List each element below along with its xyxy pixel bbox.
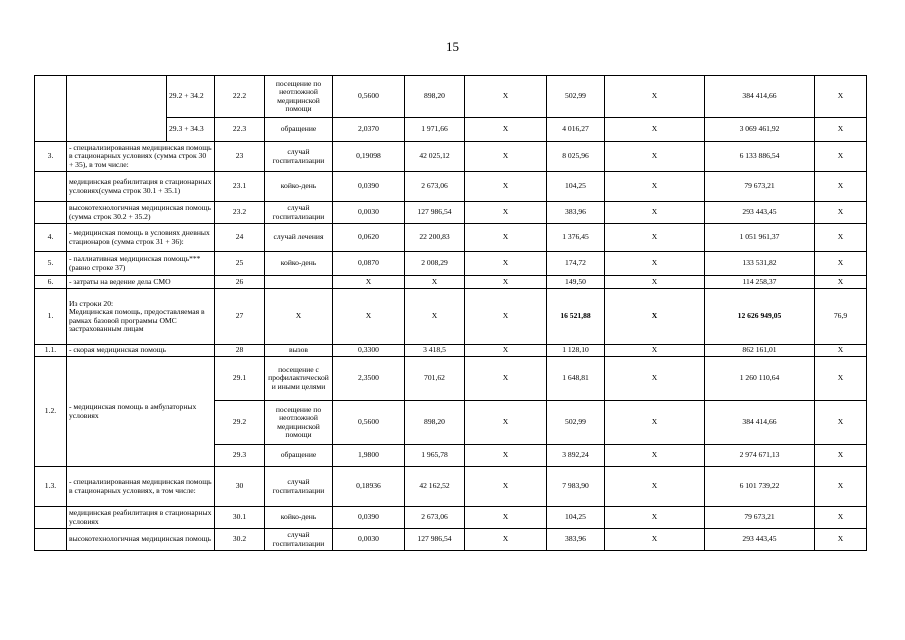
line-number: 28 [215, 345, 265, 357]
x-mark: X [605, 529, 705, 551]
x-mark: X [815, 445, 867, 467]
unit: случай госпитализации [265, 142, 333, 172]
x-mark: X [815, 467, 867, 507]
x-mark: X [815, 76, 867, 118]
table-row [35, 507, 867, 529]
row-number: 3. [35, 142, 67, 172]
total-oms: 293 443,45 [705, 529, 815, 551]
per-capita-oms: 1 376,45 [547, 224, 605, 252]
row-number: 1.3. [35, 467, 67, 507]
x-mark: X [605, 76, 705, 118]
cost: 42 025,12 [405, 142, 465, 172]
line-number: 30 [215, 467, 265, 507]
table-row [35, 142, 867, 172]
x-mark: X [465, 76, 547, 118]
x-mark: X [465, 445, 547, 467]
x-mark: X [605, 252, 705, 276]
unit: случай госпитализации [265, 529, 333, 551]
x-mark: X [815, 345, 867, 357]
x-mark: X [465, 224, 547, 252]
per-capita-oms: 174,72 [547, 252, 605, 276]
total-oms: 293 443,45 [705, 202, 815, 224]
x-mark: X [605, 289, 705, 345]
line-number: 24 [215, 224, 265, 252]
line-number: 29.1 [215, 357, 265, 401]
row-number: 5. [35, 252, 67, 276]
x-mark: X [605, 357, 705, 401]
x-mark: X [465, 276, 547, 289]
row-number: 1.2. [35, 357, 67, 467]
line-number: 30.1 [215, 507, 265, 529]
cost: 898,20 [405, 76, 465, 118]
volume: 0,0870 [333, 252, 405, 276]
line-number: 23 [215, 142, 265, 172]
table-row [35, 172, 867, 202]
per-capita-oms: 4 016,27 [547, 118, 605, 142]
volume: 0,0620 [333, 224, 405, 252]
cost: 1 971,66 [405, 118, 465, 142]
row-name: - медицинская помощь в условиях дневных стационаров (сумма строк 31 + 36): [67, 224, 215, 252]
volume: 0,0030 [333, 202, 405, 224]
row-name: - специализированная медицинская помощь в стационарных условиях, в том числе: [67, 467, 215, 507]
volume: 0,5600 [333, 76, 405, 118]
per-capita-oms: 104,25 [547, 172, 605, 202]
x-mark: X [465, 357, 547, 401]
volume: 0,19098 [333, 142, 405, 172]
total-oms: 1 260 110,64 [705, 357, 815, 401]
row-name: медицинская реабилитация в стационарных условиях(сумма строк 30.1 + 35.1) [67, 172, 215, 202]
total-oms: 114 258,37 [705, 276, 815, 289]
x-mark: X [465, 507, 547, 529]
cost: 42 162,52 [405, 467, 465, 507]
table-row [35, 289, 867, 345]
x-mark: X [815, 202, 867, 224]
x-mark: X [465, 345, 547, 357]
line-number: 23.2 [215, 202, 265, 224]
total-oms: 1 051 961,37 [705, 224, 815, 252]
x-mark: X [605, 172, 705, 202]
total-oms: 384 414,66 [705, 76, 815, 118]
unit [265, 276, 333, 289]
table-row [35, 467, 867, 507]
x-mark: X [605, 202, 705, 224]
x-mark: X [465, 529, 547, 551]
volume: 0,18936 [333, 467, 405, 507]
x-mark: X [605, 345, 705, 357]
x-mark: X [605, 445, 705, 467]
volume: X [333, 276, 405, 289]
unit: посещение с профилактической и иными целями [265, 357, 333, 401]
unit: случай лечения [265, 224, 333, 252]
total-oms: 3 069 461,92 [705, 118, 815, 142]
unit: X [265, 289, 333, 345]
x-mark: X [465, 202, 547, 224]
unit: вызов [265, 345, 333, 357]
cost: 3 418,5 [405, 345, 465, 357]
x-mark: X [465, 172, 547, 202]
x-mark: X [815, 224, 867, 252]
cost: 2 673,06 [405, 507, 465, 529]
line-number: 22.3 [215, 118, 265, 142]
x-mark: X [465, 118, 547, 142]
cost: X [405, 276, 465, 289]
table-row [35, 345, 867, 357]
per-capita-oms: 8 025,96 [547, 142, 605, 172]
line-number: 23.1 [215, 172, 265, 202]
per-capita-oms: 16 521,88 [547, 289, 605, 345]
unit: обращение [265, 118, 333, 142]
per-capita-oms: 383,96 [547, 202, 605, 224]
row-number: 4. [35, 224, 67, 252]
row-name: - скорая медицинская помощь [67, 345, 215, 357]
table-row [35, 76, 867, 118]
x-mark: X [815, 529, 867, 551]
line-number: 29.2 [215, 401, 265, 445]
volume: X [333, 289, 405, 345]
total-oms: 2 974 671,13 [705, 445, 815, 467]
total-oms: 133 531,82 [705, 252, 815, 276]
line-number: 22.2 [215, 76, 265, 118]
row-name: медицинская реабилитация в стационарных условиях [67, 507, 215, 529]
unit: случай госпитализации [265, 467, 333, 507]
volume: 0,0390 [333, 172, 405, 202]
source-rows: 29.3 + 34.3 [167, 118, 215, 142]
total-oms: 384 414,66 [705, 401, 815, 445]
x-mark: X [605, 507, 705, 529]
table-body [35, 76, 867, 551]
x-mark: X [815, 118, 867, 142]
row-name: Из строки 20: Медицинская помощь, предоставляемая в рамках базовой программы ОМС застрахованным лицам [67, 289, 215, 345]
row-number: 6. [35, 276, 67, 289]
row-name: высокотехнологичная медицинская помощь [67, 529, 215, 551]
cost: 2 673,06 [405, 172, 465, 202]
line-number: 27 [215, 289, 265, 345]
x-mark: X [605, 276, 705, 289]
per-capita-oms: 502,99 [547, 76, 605, 118]
x-mark: X [815, 276, 867, 289]
table-row [35, 224, 867, 252]
x-mark: X [605, 401, 705, 445]
line-number: 26 [215, 276, 265, 289]
total-oms: 12 626 949,05 [705, 289, 815, 345]
total-oms: 79 673,21 [705, 507, 815, 529]
table-row [35, 276, 867, 289]
cost: X [405, 289, 465, 345]
tariff-table [34, 75, 867, 551]
total-oms: 6 101 739,22 [705, 467, 815, 507]
per-capita-oms: 1 648,81 [547, 357, 605, 401]
table-row [35, 202, 867, 224]
x-mark: X [465, 289, 547, 345]
x-mark: X [605, 224, 705, 252]
line-number: 29.3 [215, 445, 265, 467]
volume: 1,9800 [333, 445, 405, 467]
cost: 127 986,54 [405, 202, 465, 224]
x-mark: X [815, 172, 867, 202]
volume: 0,3300 [333, 345, 405, 357]
cost: 1 965,78 [405, 445, 465, 467]
line-number: 30.2 [215, 529, 265, 551]
cost: 127 986,54 [405, 529, 465, 551]
x-mark: X [605, 118, 705, 142]
source-rows: 29.2 + 34.2 [167, 76, 215, 118]
unit: койко-день [265, 507, 333, 529]
row-name: - специализированная медицинская помощь в стационарных условиях (сумма строк 30 + 35), в том числе: [67, 142, 215, 172]
x-mark: X [815, 507, 867, 529]
unit: обращение [265, 445, 333, 467]
x-mark: X [465, 252, 547, 276]
per-capita-oms: 104,25 [547, 507, 605, 529]
unit: посещение по неотложной медицинской помощи [265, 76, 333, 118]
table-row [35, 529, 867, 551]
total-oms: 79 673,21 [705, 172, 815, 202]
volume: 0,5600 [333, 401, 405, 445]
row-name: высокотехнологичная медицинская помощь (сумма строк 30.2 + 35.2) [67, 202, 215, 224]
x-mark: X [465, 142, 547, 172]
unit: случай госпитализации [265, 202, 333, 224]
per-capita-oms: 502,99 [547, 401, 605, 445]
volume: 0,0390 [333, 507, 405, 529]
page-number: 15 [446, 39, 459, 54]
x-mark: X [815, 252, 867, 276]
unit: койко-день [265, 172, 333, 202]
x-mark: X [605, 142, 705, 172]
x-mark: X [815, 357, 867, 401]
total-oms: 862 161,01 [705, 345, 815, 357]
x-mark: X [815, 401, 867, 445]
unit: посещение по неотложной медицинской помощи [265, 401, 333, 445]
table-row [35, 252, 867, 276]
total-oms: 6 133 886,54 [705, 142, 815, 172]
cost: 22 200,83 [405, 224, 465, 252]
per-capita-oms: 149,50 [547, 276, 605, 289]
row-name: - паллиативная медицинская помощь*** (равно строке 37) [67, 252, 215, 276]
row-number: 1. [35, 289, 67, 345]
volume: 0,0030 [333, 529, 405, 551]
x-mark: X [815, 142, 867, 172]
x-mark: X [465, 401, 547, 445]
unit: койко-день [265, 252, 333, 276]
per-capita-oms: 3 892,24 [547, 445, 605, 467]
x-mark: X [605, 467, 705, 507]
per-capita-oms: 7 983,90 [547, 467, 605, 507]
volume: 2,0370 [333, 118, 405, 142]
x-mark: X [465, 467, 547, 507]
per-capita-oms: 1 128,10 [547, 345, 605, 357]
cost: 2 008,29 [405, 252, 465, 276]
share-percent: 76,9 [815, 289, 867, 345]
volume: 2,3500 [333, 357, 405, 401]
cost: 701,62 [405, 357, 465, 401]
row-name: - затраты на ведение дела СМО [67, 276, 215, 289]
cost: 898,20 [405, 401, 465, 445]
line-number: 25 [215, 252, 265, 276]
row-name: - медицинская помощь в амбулаторных условиях [67, 357, 215, 467]
per-capita-oms: 383,96 [547, 529, 605, 551]
row-number: 1.1. [35, 345, 67, 357]
table-row [35, 357, 867, 401]
